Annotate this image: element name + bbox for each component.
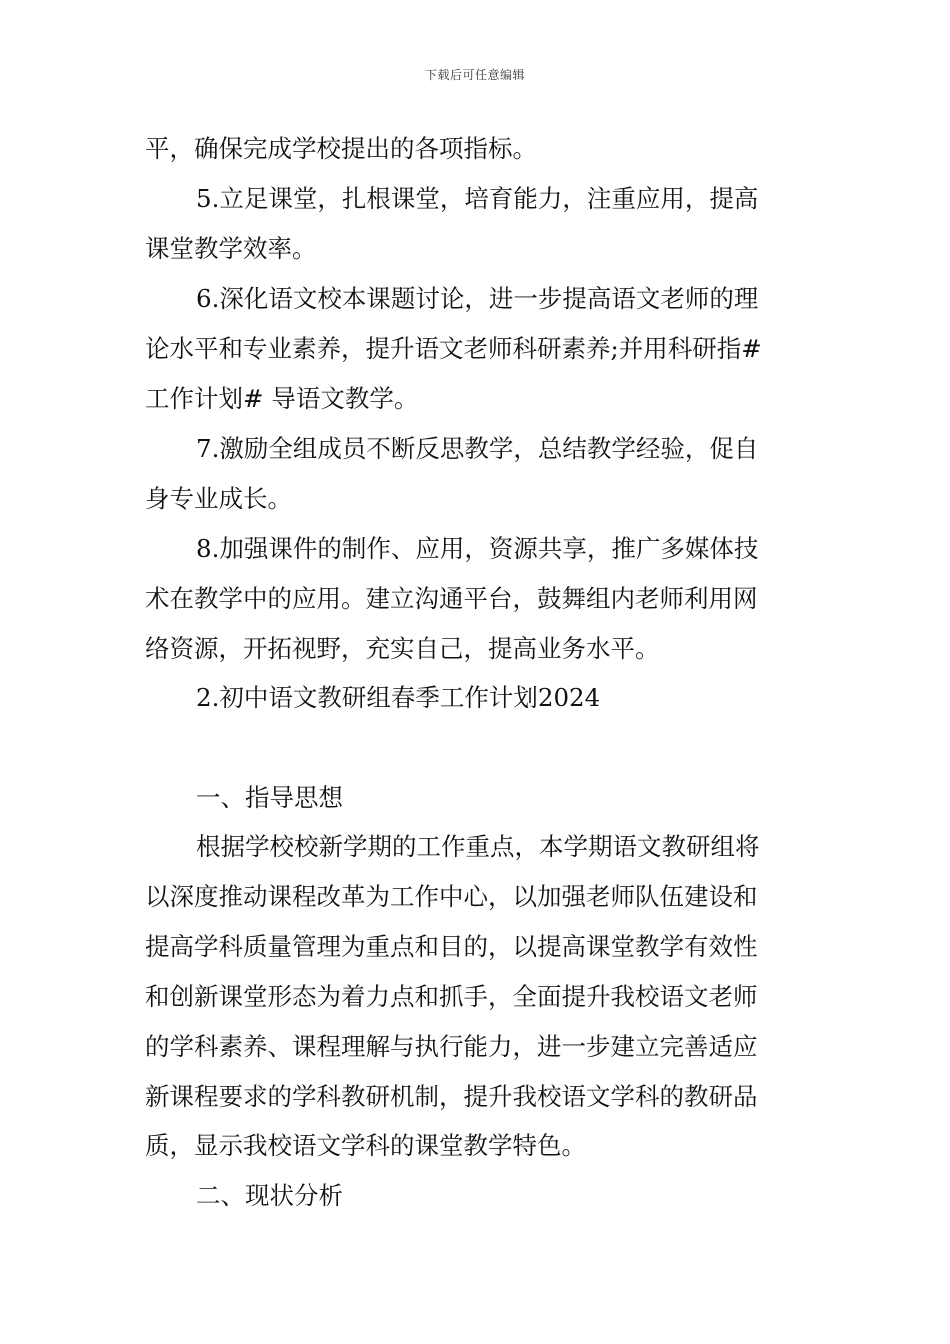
text-line: 络资源，开拓视野，充实自己，提高业务水平。 bbox=[145, 634, 660, 663]
paragraph-line: 新课程要求的学科教研机制，提升我校语文学科的教研品 bbox=[145, 1082, 758, 1111]
section-title: 2.初中语文教研组春季工作计划2024 bbox=[196, 683, 601, 712]
text-line: 工作计划# 导语文教学。 bbox=[145, 384, 419, 413]
text-line: 论水平和专业素养，提升语文老师科研素养;并用科研指# bbox=[145, 334, 762, 363]
text-line: 课堂教学效率。 bbox=[145, 234, 317, 263]
list-item-7: 7.激励全组成员不断反思教学，总结教学经验，促自 bbox=[196, 434, 759, 463]
list-item-6: 6.深化语文校本课题讨论，进一步提高语文老师的理 bbox=[196, 284, 759, 313]
paragraph-line: 和创新课堂形态为着力点和抓手，全面提升我校语文老师 bbox=[145, 982, 758, 1011]
paragraph-line: 提高学科质量管理为重点和目的，以提高课堂教学有效性 bbox=[145, 932, 758, 961]
paragraph-line: 根据学校校新学期的工作重点，本学期语文教研组将 bbox=[196, 832, 760, 861]
text-line: 身专业成长。 bbox=[145, 484, 292, 513]
page-header: 下载后可任意编辑 bbox=[424, 68, 525, 82]
list-item-5: 5.立足课堂，扎根课堂，培育能力，注重应用，提高 bbox=[196, 184, 759, 213]
list-item-8: 8.加强课件的制作、应用，资源共享，推广多媒体技 bbox=[196, 534, 759, 563]
paragraph-line: 质，显示我校语文学科的课堂教学特色。 bbox=[145, 1131, 586, 1160]
text-line: 术在教学中的应用。建立沟通平台，鼓舞组内老师利用网 bbox=[145, 584, 758, 613]
text-line: 平，确保完成学校提出的各项指标。 bbox=[145, 134, 537, 163]
paragraph-line: 以深度推动课程改革为工作中心，以加强老师队伍建设和 bbox=[145, 882, 758, 911]
heading-guiding-thought: 一、指导思想 bbox=[196, 783, 343, 812]
heading-status-analysis: 二、现状分析 bbox=[196, 1181, 343, 1210]
paragraph-line: 的学科素养、课程理解与执行能力，进一步建立完善适应 bbox=[145, 1032, 758, 1061]
